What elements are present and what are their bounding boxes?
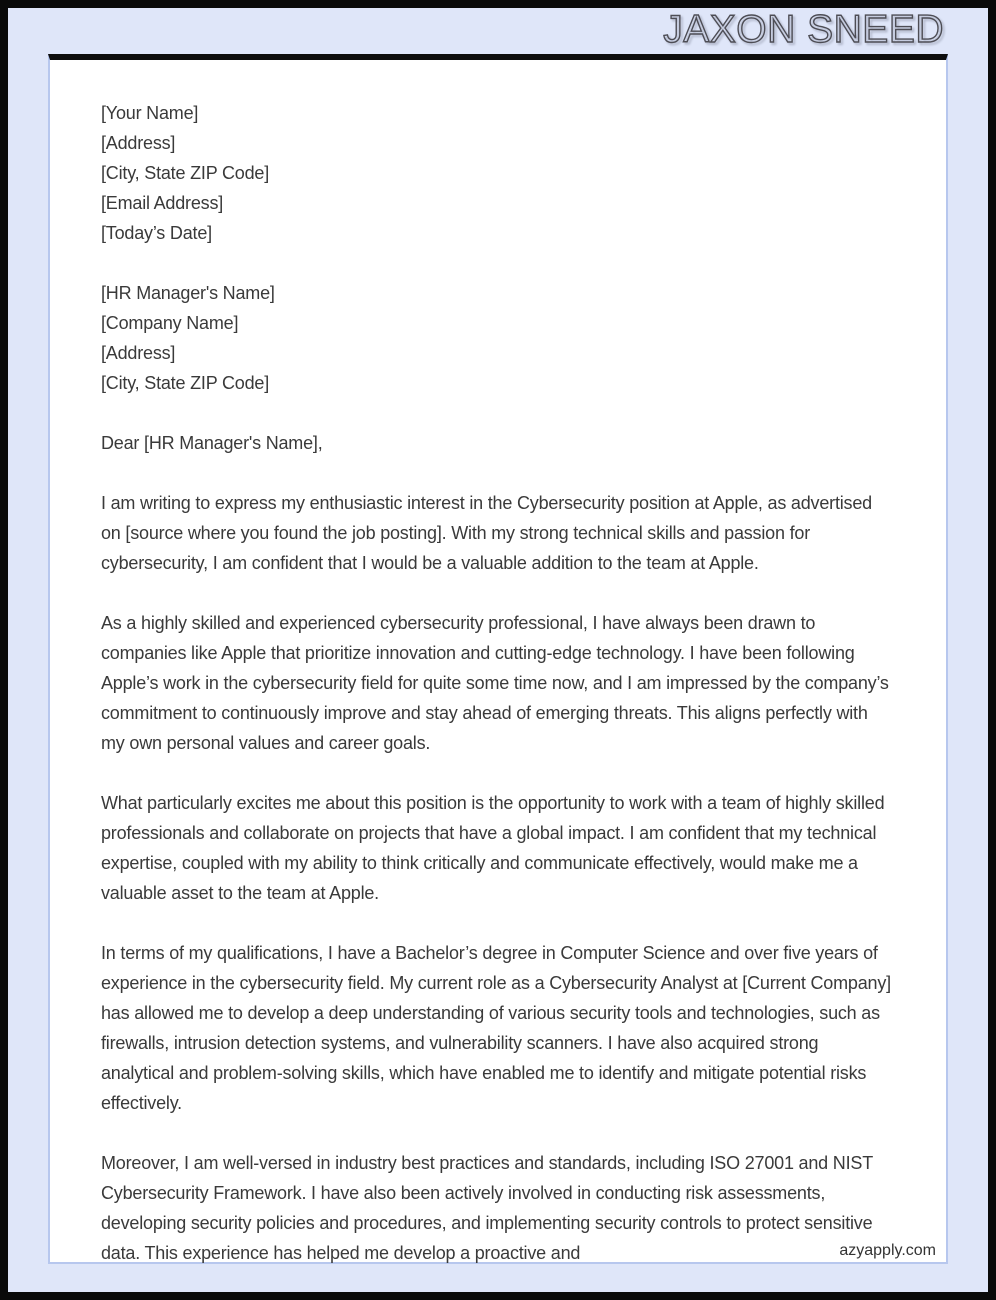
sender-address-line: [Your Name]: [101, 103, 199, 123]
recipient-address-line: [Address]: [101, 343, 176, 363]
body-paragraph: As a highly skilled and experienced cybersecurity professional, I have always been drawn to companies like Apple that prioritize innovation and cutting-edge technology. I have been following Apple’s work in the cybersecurity field for quite some time now, and I am impressed by the company’s commitment to continuously improve and stay ahead of emerging threats. This aligns perfectly with my own personal values and career goals.: [101, 613, 889, 753]
letter-body: [101, 488, 896, 1268]
recipient-address-block: [101, 278, 896, 398]
sender-address-block: [101, 98, 896, 248]
sender-address-line: [Today’s Date]: [101, 223, 212, 243]
recipient-address-line: [Company Name]: [101, 313, 239, 333]
body-paragraph: I am writing to express my enthusiastic interest in the Cybersecurity position at Apple, as advertised on [source where you found the job posting]. With my strong technical skills and passion for cybersecurity, I am confident that I would be a valuable addition to the team at Apple.: [101, 493, 872, 573]
recipient-address-line: [HR Manager's Name]: [101, 283, 275, 303]
sender-address-line: [Email Address]: [101, 193, 224, 213]
sender-address-line: [Address]: [101, 133, 176, 153]
sender-address-line: [City, State ZIP Code]: [101, 163, 270, 183]
body-paragraph: In terms of my qualifications, I have a Bachelor’s degree in Computer Science and over five years of experience in the cybersecurity field. My current role as a Cybersecurity Analyst at [Current Company] has allowed me to develop a deep understanding of various security tools and technologies, such as firewalls, intrusion detection systems, and vulnerability scanners. I have also acquired strong analytical and problem-solving skills, which have enabled me to identify and mitigate potential risks effectively.: [101, 943, 891, 1113]
candidate-name-header: JAXON SNEED: [663, 8, 944, 51]
watermark-text: azyapply.com: [839, 1242, 936, 1259]
body-paragraph: Moreover, I am well-versed in industry best practices and standards, including ISO 27001 and NIST Cybersecurity Framework. I have also been actively involved in conducting risk assessments, developing security policies and procedures, and implementing security controls to protect sensitive data. This experience has helped me develop a proactive and: [101, 1153, 873, 1263]
body-paragraph: What particularly excites me about this position is the opportunity to work with a team of highly skilled professionals and collaborate on projects that have a global impact. I am confident that my technical expertise, coupled with my ability to think critically and communicate effectively, would make me a valuable asset to the team at Apple.: [101, 793, 885, 903]
recipient-address-line: [City, State ZIP Code]: [101, 373, 270, 393]
letter-page: [48, 54, 948, 1264]
salutation: Dear [HR Manager's Name],: [101, 433, 323, 453]
